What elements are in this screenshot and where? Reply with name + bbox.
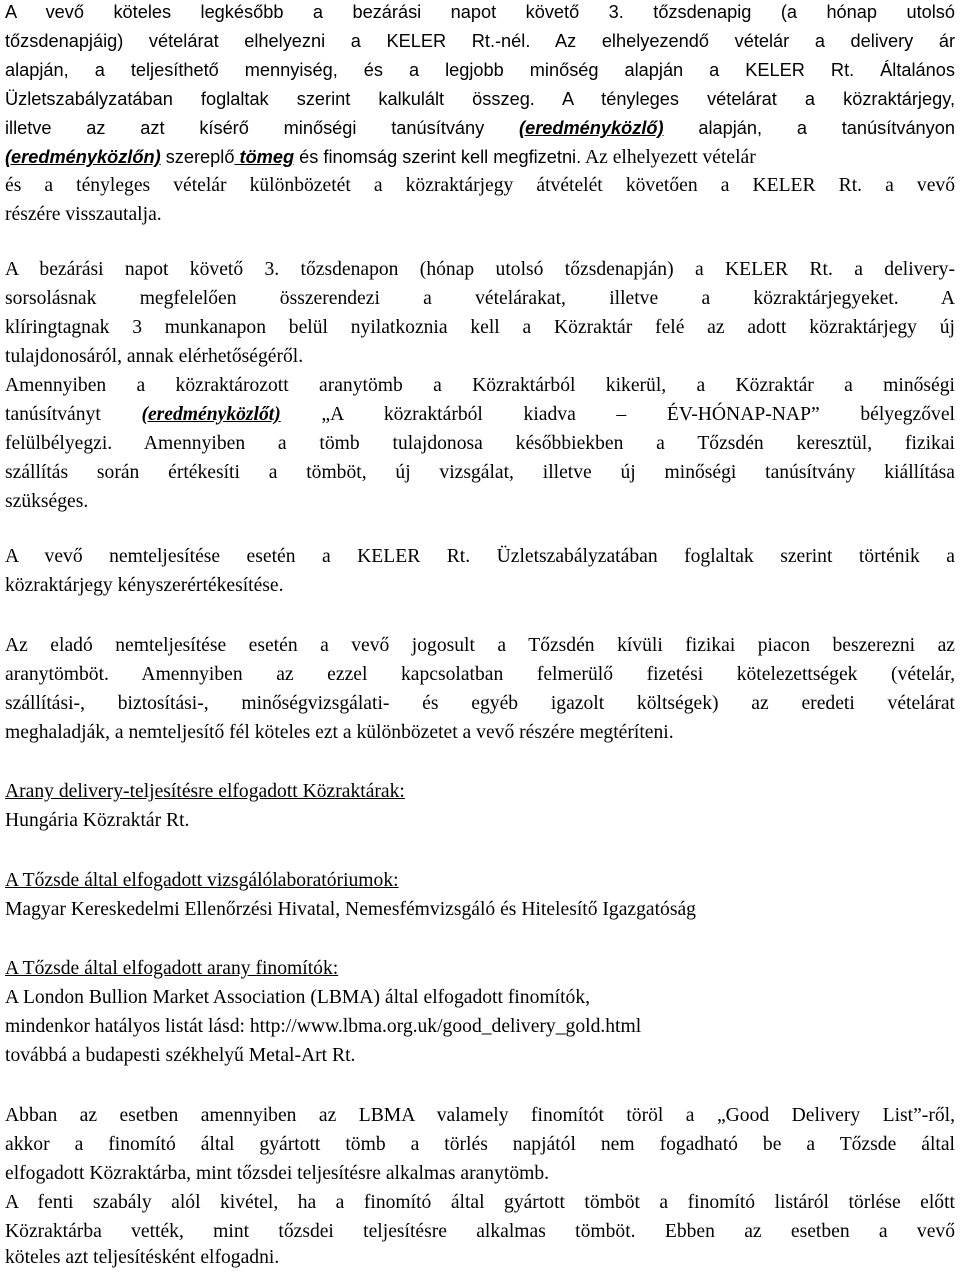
text-line: [5, 571, 955, 601]
text-line: [5, 26, 955, 56]
text-line: [5, 371, 955, 401]
text-line: [5, 313, 955, 343]
text-segment: meghaladják, a nemteljesítő fél köteles ezt a különbözetet a vevő részére megtéríteni.: [5, 722, 674, 743]
text-segment: szállítás során értékesíti a tömböt, új vizsgálat, illetve új minőségi tanúsítvány kiállítása: [5, 462, 955, 483]
text-segment: szereplő: [160, 147, 235, 167]
text-line: [5, 542, 955, 572]
text-segment: „A közraktárból kiadva – ÉV-HÓNAP-NAP” bélyegzővel: [280, 404, 955, 425]
text-segment: szükséges.: [5, 491, 89, 512]
text-segment: klíringtagnak 3 munkanapon belül nyilatkoznia kell a Közraktár felé az adott közraktárjegy új: [5, 317, 955, 338]
text-line: [5, 718, 955, 748]
text-line: [5, 55, 955, 85]
text-line: [5, 171, 955, 201]
text-line: [5, 458, 955, 488]
text-segment: sorsolásnak megfelelően összerendezi a vételárakat, illetve a közraktárjegyeket. A: [5, 288, 955, 309]
text-line: [5, 84, 955, 114]
text-line: [5, 660, 955, 690]
heading-text: A Tőzsde által elfogadott arany finomítók:: [5, 958, 339, 979]
text-segment: részére visszautalja.: [5, 204, 162, 225]
text-segment: illetve az azt kísérő minőségi tanúsítvány: [5, 118, 520, 138]
text-segment: tőzsdenapjáig) vételárat elhelyezni a KELER Rt.-nél. Az elhelyezendő vételár a delivery ár: [5, 31, 955, 51]
text-segment: A vevő nemteljesítése esetén a KELER Rt. Üzletszabályzatában foglaltak szerint történik a: [5, 546, 955, 567]
text-segment: Az eladó nemteljesítése esetén a vevő jogosult a Tőzsdén kívüli fizikai piacon beszerezni az: [5, 635, 955, 656]
text-line: [5, 342, 955, 372]
text-line: [5, 1130, 955, 1160]
text-segment: aranytömböt. Amennyiben az ezzel kapcsolatban felmerülő fizetési kötelezettségek (vételár,: [5, 664, 955, 685]
emphasis-text: (eredményközlő): [519, 118, 664, 138]
text-segment: közraktárjegy kényszerértékesítése.: [5, 575, 284, 596]
text-line: [5, 1188, 955, 1218]
text-segment: akkor a finomító által gyártott tömb a törlés napjától nem fogadható be a Tőzsde által: [5, 1134, 955, 1155]
section-heading: [5, 777, 955, 807]
section-heading: [5, 866, 955, 896]
text-segment: alapján, a tanúsítványon: [663, 118, 955, 138]
heading-text: A Tőzsde által elfogadott vizsgálólaboratóriumok:: [5, 870, 399, 891]
text-line: [5, 1041, 955, 1071]
text-line: [5, 142, 955, 172]
text-line: [5, 1243, 955, 1273]
text-segment: köteles azt teljesítésként elfogadni.: [5, 1247, 280, 1268]
text-segment: Hungária Közraktár Rt.: [5, 810, 190, 831]
text-segment: A vevő köteles legkésőbb a bezárási napot követő 3. tőzsdenapig (a hónap utolsó: [5, 2, 955, 22]
text-segment: elfogadott Közraktárba, mint tőzsdei teljesítésre alkalmas aranytömb.: [5, 1163, 550, 1184]
text-segment: alapján, a teljesíthető mennyiség, és a legjobb minőség alapján a KELER Rt. Általános: [5, 60, 955, 80]
text-line: [5, 983, 955, 1013]
text-line: [5, 895, 955, 925]
text-line: [5, 255, 955, 285]
text-line: [5, 1101, 955, 1131]
text-line: [5, 1159, 955, 1189]
text-segment: és finomság szerint kell megfizetni.: [294, 147, 582, 167]
heading-text: Arany delivery-teljesítésre elfogadott Közraktárak:: [5, 781, 405, 802]
section-heading: [5, 954, 955, 984]
text-line: [5, 113, 955, 143]
text-segment: Magyar Kereskedelmi Ellenőrzési Hivatal, Nemesfémvizsgáló és Hitelesítő Igazgatóság: [5, 899, 696, 920]
emphasis-text: (eredményközlőn): [5, 147, 161, 167]
text-line: [5, 429, 955, 459]
text-segment: tulajdonosáról, annak elérhetőségéről.: [5, 346, 304, 367]
text-line: [5, 400, 955, 430]
text-line: [5, 284, 955, 314]
text-line: [5, 689, 955, 719]
text-segment: Közraktárba vették, mint tőzsdei teljesítésre alkalmas tömböt. Ebben az esetben a vevő: [5, 1221, 955, 1242]
text-segment: szállítási-, biztosítási-, minőségvizsgálati- és egyéb igazolt költségek) az eredeti vételárat: [5, 693, 955, 714]
emphasis-text: tömeg: [234, 147, 295, 167]
text-segment: tanúsítványt: [5, 404, 142, 425]
text-line: [5, 487, 955, 517]
text-segment: felülbélyegzi. Amennyiben a tömb tulajdonosa későbbiekben a Tőzsdén keresztül, fizikai: [5, 433, 955, 454]
text-line: [5, 806, 955, 836]
text-segment: mindenkor hatályos listát lásd: http://www.lbma.org.uk/good_delivery_gold.html: [5, 1016, 642, 1037]
text-segment: Üzletszabályzatában foglaltak szerint kalkulált összeg. A tényleges vételárat a közraktárjegy,: [5, 89, 955, 109]
text-segment: Abban az esetben amennyiben az LBMA valamely finomítót töröl a „Good Delivery List”-ről,: [5, 1105, 955, 1126]
text-line: [5, 0, 955, 27]
text-segment: A fenti szabály alól kivétel, ha a finomító által gyártott tömböt a finomító listáról törlése előtt: [5, 1192, 955, 1213]
text-segment: Amennyiben a közraktározott aranytömb a Közraktárból kikerül, a Közraktár a minőségi: [5, 375, 955, 396]
text-segment: továbbá a budapesti székhelyű Metal-Art Rt.: [5, 1045, 356, 1066]
text-segment: és a tényleges vételár különbözetét a közraktárjegy átvételét követően a KELER Rt. a vevő: [5, 175, 955, 196]
text-segment: A bezárási napot követő 3. tőzsdenapon (hónap utolsó tőzsdenapján) a KELER Rt. a delivery-: [5, 259, 955, 280]
text-line: [5, 1012, 955, 1042]
text-line: [5, 200, 955, 230]
text-segment: Az elhelyezett vételár: [581, 147, 756, 168]
emphasis-text: (eredményközlőt): [141, 404, 281, 425]
text-segment: A London Bullion Market Association (LBMA) által elfogadott finomítók,: [5, 987, 591, 1008]
text-line: [5, 631, 955, 661]
